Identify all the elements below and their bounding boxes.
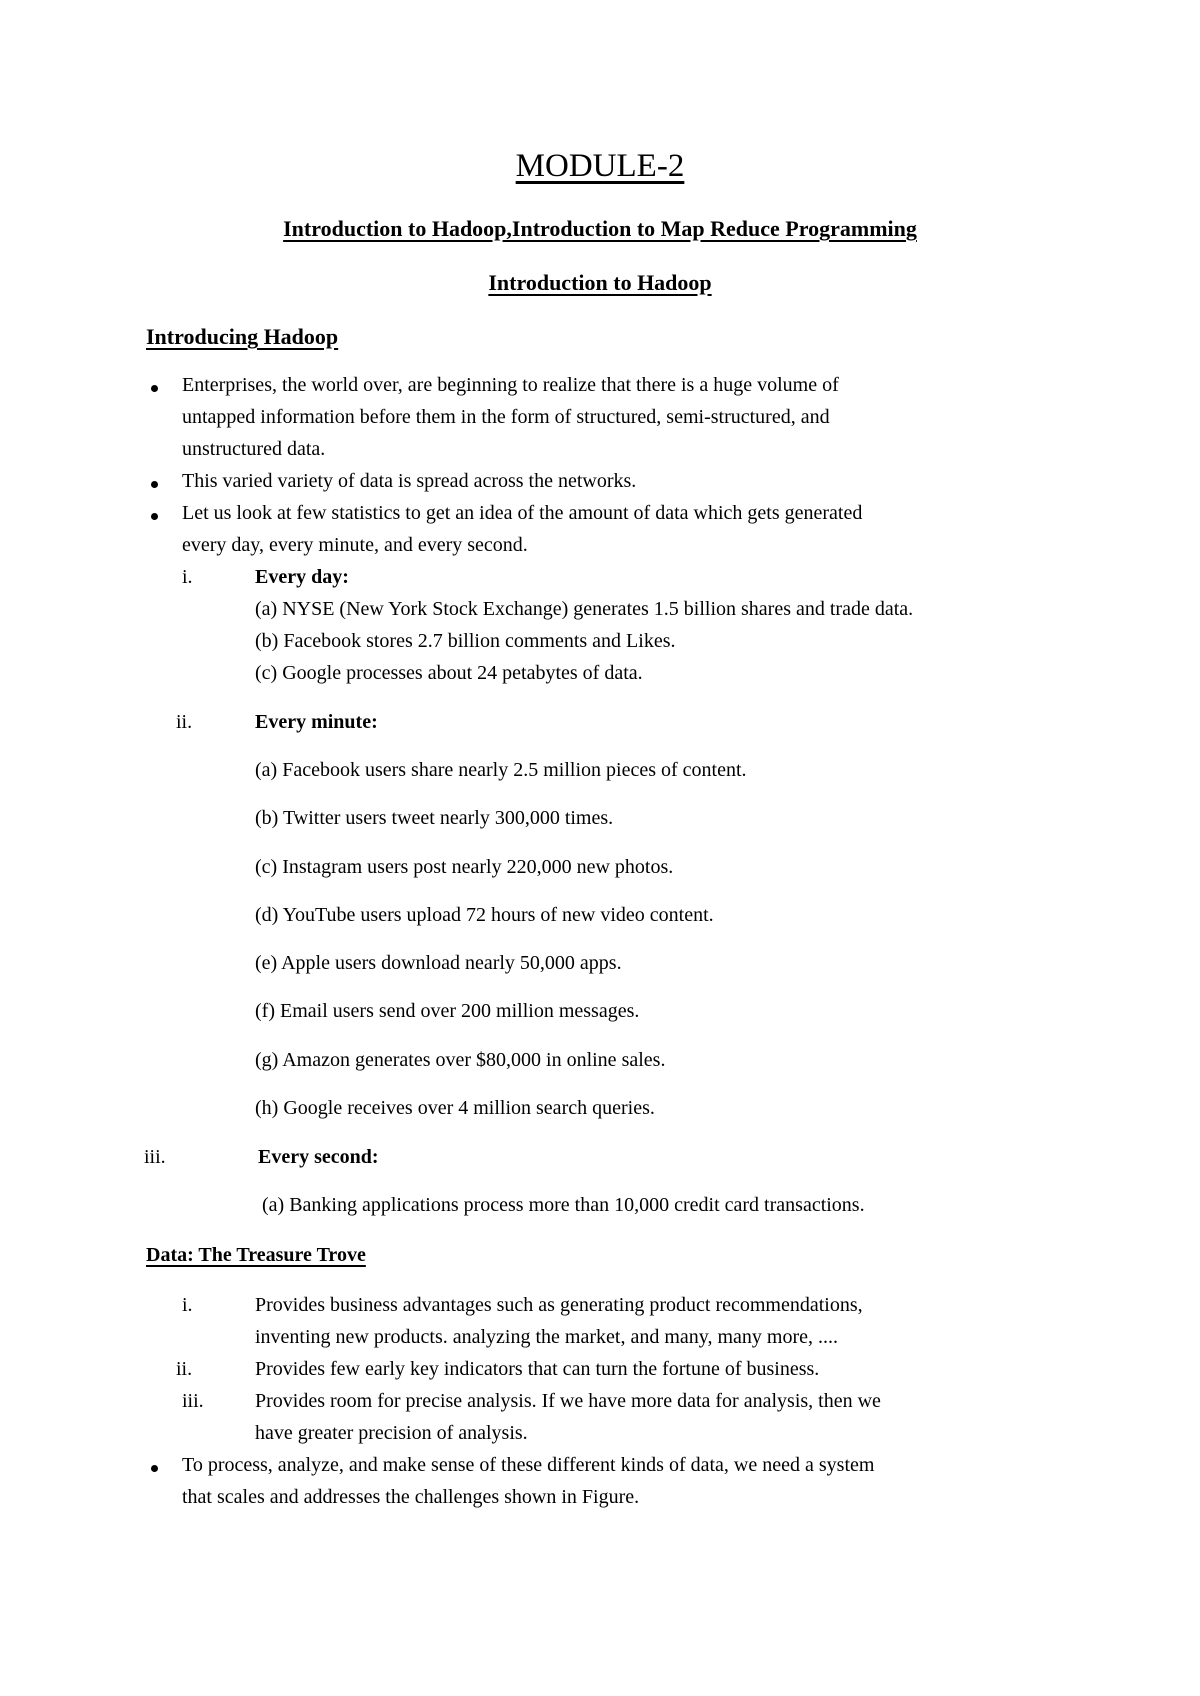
page-title: MODULE-2: [515, 148, 685, 184]
bullet-3-line-1: Let us look at few statistics to get an idea of the amount of data which gets generated: [182, 502, 863, 524]
bullet-icon: [151, 513, 158, 520]
every-day-numeral: i.: [182, 566, 193, 588]
treasure-item-2-numeral: ii.: [176, 1358, 193, 1380]
introducing-hadoop-heading: Introducing Hadoop: [146, 324, 339, 349]
every-minute-item-b: (b) Twitter users tweet nearly 300,000 times.: [255, 807, 614, 829]
every-second-numeral: iii.: [144, 1146, 166, 1168]
treasure-item-3-numeral: iii.: [182, 1390, 204, 1412]
every-minute-item-f: (f) Email users send over 200 million messages.: [255, 1000, 640, 1022]
treasure-item-1-line-1: Provides business advantages such as generating product recommendations,: [255, 1294, 863, 1316]
every-second-label: Every second:: [258, 1146, 379, 1168]
bullet-icon: [151, 481, 158, 488]
every-second-item-a: (a) Banking applications process more than 10,000 credit card transactions.: [262, 1194, 865, 1216]
bullet-2-text: This varied variety of data is spread across the networks.: [182, 470, 637, 492]
every-minute-label: Every minute:: [255, 711, 378, 733]
bullet-icon: [151, 1465, 158, 1472]
every-minute-item-d: (d) YouTube users upload 72 hours of new video content.: [255, 904, 714, 926]
every-minute-item-c: (c) Instagram users post nearly 220,000 new photos.: [255, 856, 674, 878]
every-day-item-c: (c) Google processes about 24 petabytes of data.: [255, 662, 643, 684]
final-bullet-line-1: To process, analyze, and make sense of these different kinds of data, we need a system: [182, 1454, 875, 1476]
bullet-1-line-1: Enterprises, the world over, are beginning to realize that there is a huge volume of: [182, 374, 839, 396]
every-day-item-a: (a) NYSE (New York Stock Exchange) generates 1.5 billion shares and trade data.: [255, 598, 914, 620]
every-minute-item-a: (a) Facebook users share nearly 2.5 million pieces of content.: [255, 759, 747, 781]
treasure-item-1-line-2: inventing new products. analyzing the market, and many, many more, ....: [255, 1326, 838, 1348]
treasure-item-3-line-1: Provides room for precise analysis. If we have more data for analysis, then we: [255, 1390, 881, 1412]
treasure-trove-heading: Data: The Treasure Trove: [146, 1244, 366, 1266]
every-day-item-b: (b) Facebook stores 2.7 billion comments and Likes.: [255, 630, 676, 652]
bullet-3-line-2: every day, every minute, and every second.: [182, 534, 528, 556]
every-minute-item-h: (h) Google receives over 4 million search queries.: [255, 1097, 655, 1119]
every-day-label: Every day:: [255, 566, 349, 588]
bullet-icon: [151, 385, 158, 392]
every-minute-item-g: (g) Amazon generates over $80,000 in online sales.: [255, 1049, 666, 1071]
treasure-item-2-line-1: Provides few early key indicators that can turn the fortune of business.: [255, 1358, 820, 1380]
treasure-item-3-line-2: have greater precision of analysis.: [255, 1422, 528, 1444]
module-subtitle: Introduction to Hadoop,Introduction to Map Reduce Programming: [283, 216, 917, 241]
bullet-1-line-3: unstructured data.: [182, 438, 326, 460]
treasure-item-1-numeral: i.: [182, 1294, 193, 1316]
every-minute-numeral: ii.: [176, 711, 193, 733]
every-minute-item-e: (e) Apple users download nearly 50,000 apps.: [255, 952, 622, 974]
final-bullet-line-2: that scales and addresses the challenges shown in Figure.: [182, 1486, 640, 1508]
bullet-1-line-2: untapped information before them in the form of structured, semi-structured, and: [182, 406, 830, 428]
section-title: Introduction to Hadoop: [488, 270, 712, 295]
